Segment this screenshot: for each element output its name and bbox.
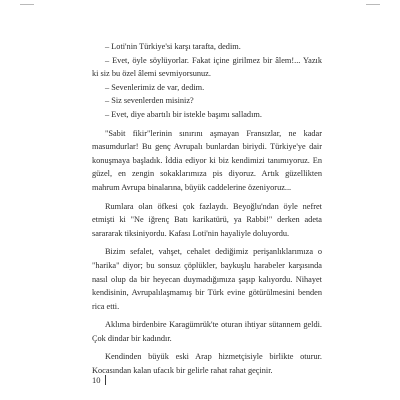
crop-mark-right bbox=[366, 4, 380, 5]
paragraph: Rumlara olan öfkesi çok fazlaydı. Beyoğlu'ndan öyle nefret etmişti ki "Ne iğrenç Batı karikatürü, ya Rabbi!" derken adeta sarararak tiksiniyordu. Kafası Loti'nin hayaliyle doluyordu. bbox=[92, 201, 322, 238]
paragraph: – Evet, diye abartılı bir istekle başımı salladım. bbox=[105, 109, 262, 119]
page-text bbox=[92, 40, 322, 378]
paragraph: – Siz sevenlerden misiniz? bbox=[105, 96, 194, 106]
paragraph: Aklıma birdenbire Karagümrük'te oturan ihtiyar sütannem geldi. Çok dindar bir kadındır. bbox=[92, 320, 322, 343]
paragraph: "Sabit fikir"lerinin sınırını aşmayan Fransızlar, ne kadar masumdurlar! Bu genç Avrupalı bunlardan biriydi. Türkiye'ye dair konuşmaya başladık. İddia ediyor ki biz kendimizi tanımıyoruz. En güzel, en zengin sokaklarımıza pis diyoruz. Artık güzellikten mahrum Avrupa binalarına, büyük caddelerine özeniyoruz... bbox=[92, 128, 322, 192]
paragraph: – Sevenlerimiz de var, dedim. bbox=[105, 82, 205, 92]
paragraph: – Evet, öyle söylüyorlar. Fakat içine girilmez bir âlem!... Yazık ki siz bu özel âlemi sevmiyorsunuz. bbox=[92, 55, 322, 79]
crop-mark-left bbox=[20, 4, 34, 5]
page-number: 10 bbox=[92, 375, 106, 385]
paragraph: Kendinden büyük eski Arap hizmetçisiyle birlikte oturur. Kocasından kalan ufacık bir gelirle rahat rahat geçinir. bbox=[92, 352, 322, 376]
paragraph: – Loti'nin Türkiye'si karşı tarafta, dedim. bbox=[105, 42, 241, 51]
paragraph: Bizim sefalet, vahşet, cehalet dediğimiz perişanlıklarımıza o "harika" diyor; bu sonsuz çöplükler, baykuşlu harabeler karşısında nasıl olup da bir heyecan duymadığımıza şaşıp kalıyordu. Nihayet kendisinin, Avrupalılaşmamış bir Türk evine götürülmesini benden rica etti. bbox=[92, 247, 322, 311]
